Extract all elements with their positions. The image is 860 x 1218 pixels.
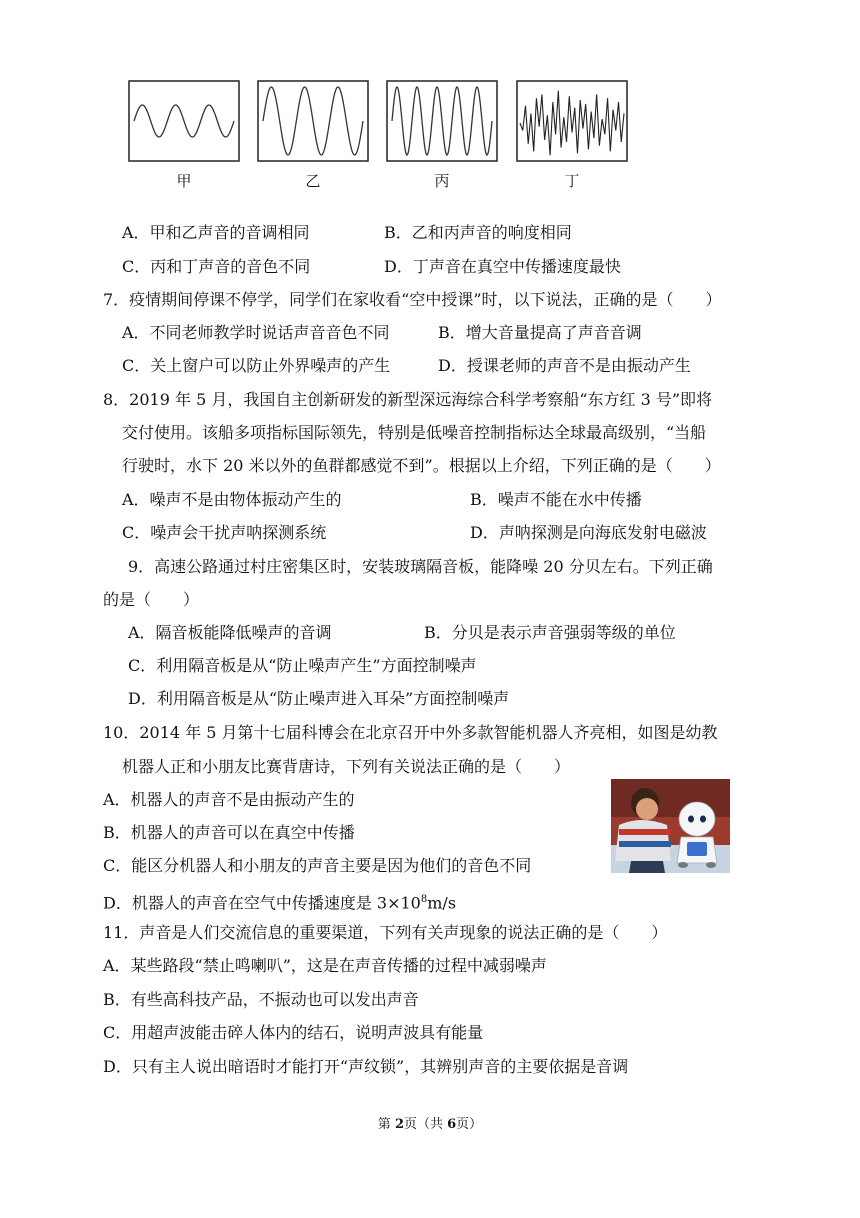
waveform-bing-graph [386,80,498,162]
q10-option-c: C．能区分机器人和小朋友的声音主要是因为他们的音色不同 [103,856,532,875]
q6-option-c: C．丙和丁声音的音色不同 [122,257,311,276]
q9-option-b: B．分贝是表示声音强弱等级的单位 [424,623,676,642]
waveform-ding-graph [516,80,628,162]
q6-option-a: A．甲和乙声音的音调相同 [122,223,310,242]
q10-stem-line2: 机器人正和小朋友比赛背唐诗，下列有关说法正确的是（ ） [122,757,571,776]
q10-option-d-unit: m/s [427,893,457,913]
q9-stem-line1: 9．高速公路通过村庄密集区时，安装玻璃隔音板，能降噪 20 分贝左右。下列正确 [128,557,713,576]
q10-stem-line1: 10．2014 年 5 月第十七届科博会在北京召开中外多款智能机器人齐亮相，如图是幼教 [103,723,718,742]
waveform-bing [386,80,498,162]
q8-option-d: D．声呐探测是向海底发射电磁波 [470,523,707,542]
q8-stem-line3: 行驶时，水下 20 米以外的鱼群都感觉不到”。根据以上介绍，下列正确的是（ ） [122,456,721,475]
page-footer [0,1113,860,1132]
q10-option-b: B．机器人的声音可以在真空中传播 [103,823,355,842]
footer-suffix: 页） [456,1117,483,1132]
q9-stem-line2: 的是（ ） [103,590,200,609]
q9-option-d: D．利用隔音板是从“防止噪声进入耳朵”方面控制噪声 [128,689,510,708]
q6-option-b: B．乙和丙声音的响度相同 [384,223,572,242]
q11-option-b: B．有些高科技产品，不振动也可以发出声音 [103,990,419,1009]
robot-child-illustration [611,779,730,873]
q6-option-d: D．丁声音在真空中传播速度最快 [384,257,621,276]
robot-child-photo [611,779,730,873]
q8-option-b: B．噪声不能在水中传播 [470,490,642,509]
footer-page-number: 2 [394,1117,404,1132]
footer-prefix: 第 [377,1117,395,1132]
q10-option-d-text: D．机器人的声音在空气中传播速度是 3×10 [103,893,421,913]
waveform-label-jia: 甲 [176,172,192,190]
q10-option-d-exponent: 8 [420,894,428,905]
q9-option-a: A．隔音板能降低噪声的音调 [128,623,332,642]
q8-option-c: C．噪声会干扰声呐探测系统 [122,523,327,542]
waveform-jia [128,80,240,162]
q8-stem-line2: 交付使用。该船多项指标国际领先，特别是低噪音控制指标达全球最高级别，“当船 [122,423,707,442]
q7-option-a: A．不同老师教学时说话声音音色不同 [122,323,390,342]
q7-option-c: C．关上窗户可以防止外界噪声的产生 [122,356,391,375]
q11-stem: 11．声音是人们交流信息的重要渠道，下列有关声现象的说法正确的是（ ） [103,923,668,942]
waveform-label-bing: 丙 [434,172,450,190]
q7-option-b: B．增大音量提高了声音音调 [438,323,642,342]
q7-stem: 7．疫情期间停课不停学，同学们在家收看“空中授课”时，以下说法，正确的是（ ） [103,290,722,309]
waveform-yi-graph [257,80,369,162]
waveform-jia-graph [128,80,240,162]
footer-middle: 页（共 [403,1117,448,1132]
q11-option-d: D．只有主人说出暗语时才能打开“声纹锁”，其辨别声音的主要依据是音调 [103,1057,629,1076]
q10-option-d [103,890,456,913]
waveform-label-ding: 丁 [564,172,580,190]
q11-option-c: C．用超声波能击碎人体内的结石，说明声波具有能量 [103,1023,484,1042]
q11-option-a: A．某些路段“禁止鸣喇叭”，这是在声音传播的过程中减弱噪声 [103,956,547,975]
q8-stem-line1: 8．2019 年 5 月，我国自主创新研发的新型深远海综合科学考察船“东方红 3 号”即将 [103,390,713,409]
q9-option-c: C．利用隔音板是从“防止噪声产生”方面控制噪声 [128,656,477,675]
waveform-yi [257,80,369,162]
q7-option-d: D．授课老师的声音不是由振动产生 [438,356,691,375]
waveform-label-yi: 乙 [305,172,321,190]
q10-option-a: A．机器人的声音不是由振动产生的 [103,790,355,809]
q8-option-a: A．噪声不是由物体振动产生的 [122,490,342,509]
waveform-ding [516,80,628,162]
footer-total-pages: 6 [447,1117,457,1132]
